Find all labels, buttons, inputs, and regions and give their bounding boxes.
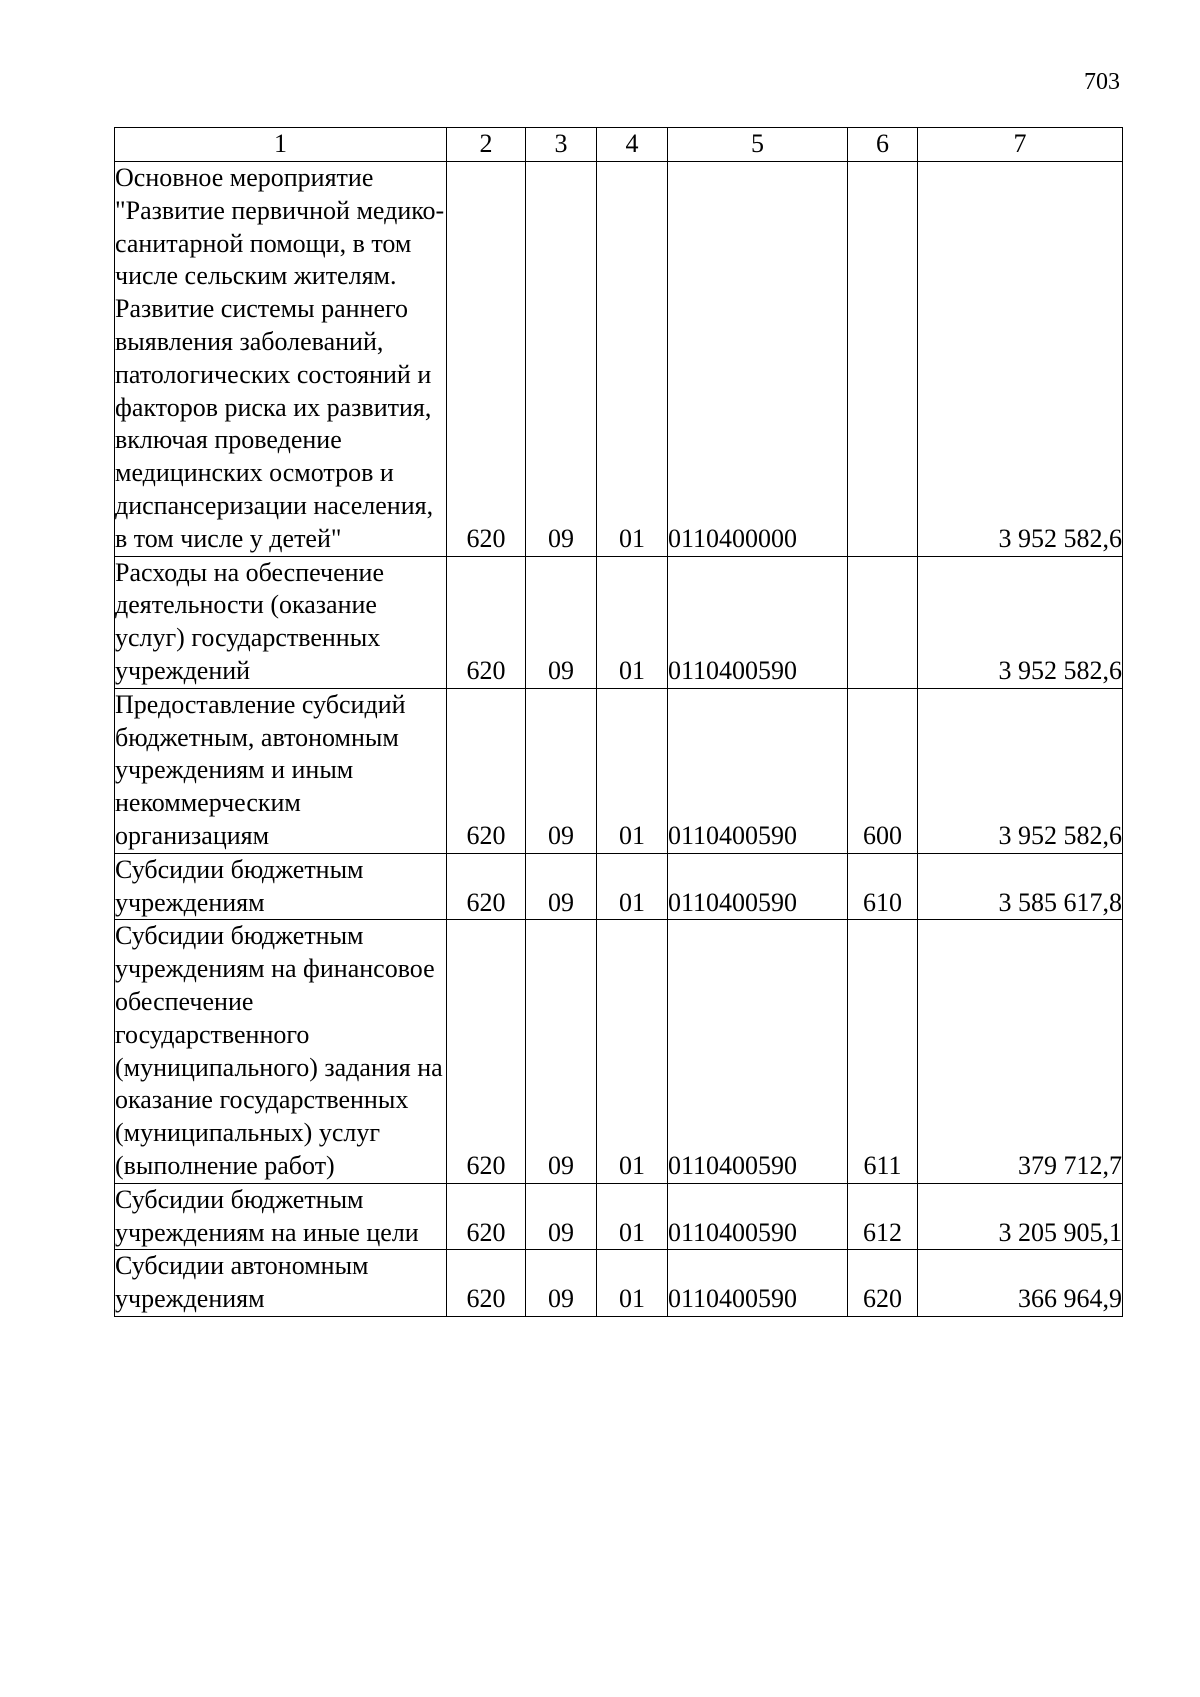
column-header: 5 — [668, 128, 848, 162]
row-col3: 09 — [526, 1183, 597, 1250]
table-row — [115, 853, 1123, 920]
row-col7: 366 964,9 — [918, 1250, 1123, 1317]
row-col7: 3 205 905,1 — [918, 1183, 1123, 1250]
row-col3: 09 — [526, 1250, 597, 1317]
row-col2: 620 — [447, 162, 526, 557]
row-col7: 379 712,7 — [918, 920, 1123, 1183]
column-header: 4 — [597, 128, 668, 162]
row-col5: 0110400590 — [668, 1250, 848, 1317]
column-header: 1 — [115, 128, 447, 162]
row-col5: 0110400590 — [668, 920, 848, 1183]
row-col2: 620 — [447, 688, 526, 853]
page-number: 703 — [1084, 69, 1120, 95]
row-name: Предоставление субсидий бюджетным, автономным учреждениям и иным некоммерческим организациям — [115, 688, 447, 853]
row-col3: 09 — [526, 556, 597, 688]
row-name: Субсидии бюджетным учреждениям на финансовое обеспечение государственного (муниципального) задания на оказание государственных (муниципальных) услуг (выполнение работ) — [115, 920, 447, 1183]
row-name: Субсидии бюджетным учреждениям — [115, 853, 447, 920]
table-row — [115, 1250, 1123, 1317]
budget-table — [114, 127, 1123, 1317]
row-col4: 01 — [597, 688, 668, 853]
row-name: Субсидии автономным учреждениям — [115, 1250, 447, 1317]
table-row — [115, 1183, 1123, 1250]
row-col3: 09 — [526, 162, 597, 557]
column-header: 7 — [918, 128, 1123, 162]
row-col5: 0110400590 — [668, 853, 848, 920]
row-col6 — [848, 556, 918, 688]
row-col3: 09 — [526, 920, 597, 1183]
row-col3: 09 — [526, 853, 597, 920]
row-col5: 0110400590 — [668, 556, 848, 688]
row-col5: 0110400590 — [668, 1183, 848, 1250]
row-name: Основное мероприятие "Развитие первичной медико-санитарной помощи, в том числе сельским жителям. Развитие системы раннего выявления заболеваний, патологических состояний и факторов риска их развития, включая проведение медицинских осмотров и диспансеризации населения, в том числе у детей" — [115, 162, 447, 557]
row-col7: 3 952 582,6 — [918, 688, 1123, 853]
row-col2: 620 — [447, 853, 526, 920]
row-col4: 01 — [597, 920, 668, 1183]
row-col6: 611 — [848, 920, 918, 1183]
row-col2: 620 — [447, 556, 526, 688]
table-row — [115, 688, 1123, 853]
column-header: 2 — [447, 128, 526, 162]
row-col7: 3 952 582,6 — [918, 556, 1123, 688]
row-col3: 09 — [526, 688, 597, 853]
row-col7: 3 585 617,8 — [918, 853, 1123, 920]
column-header: 3 — [526, 128, 597, 162]
row-col6 — [848, 162, 918, 557]
row-col2: 620 — [447, 920, 526, 1183]
row-col6: 620 — [848, 1250, 918, 1317]
row-col6: 600 — [848, 688, 918, 853]
row-name: Расходы на обеспечение деятельности (оказание услуг) государственных учреждений — [115, 556, 447, 688]
table-row — [115, 920, 1123, 1183]
row-col5: 0110400000 — [668, 162, 848, 557]
row-col4: 01 — [597, 853, 668, 920]
row-col4: 01 — [597, 162, 668, 557]
row-name: Субсидии бюджетным учреждениям на иные цели — [115, 1183, 447, 1250]
row-col6: 612 — [848, 1183, 918, 1250]
row-col4: 01 — [597, 1183, 668, 1250]
table-row — [115, 556, 1123, 688]
row-col4: 01 — [597, 1250, 668, 1317]
table-header-row — [115, 128, 1123, 162]
row-col5: 0110400590 — [668, 688, 848, 853]
row-col4: 01 — [597, 556, 668, 688]
row-col6: 610 — [848, 853, 918, 920]
column-header: 6 — [848, 128, 918, 162]
row-col7: 3 952 582,6 — [918, 162, 1123, 557]
row-col2: 620 — [447, 1183, 526, 1250]
table-row — [115, 162, 1123, 557]
row-col2: 620 — [447, 1250, 526, 1317]
